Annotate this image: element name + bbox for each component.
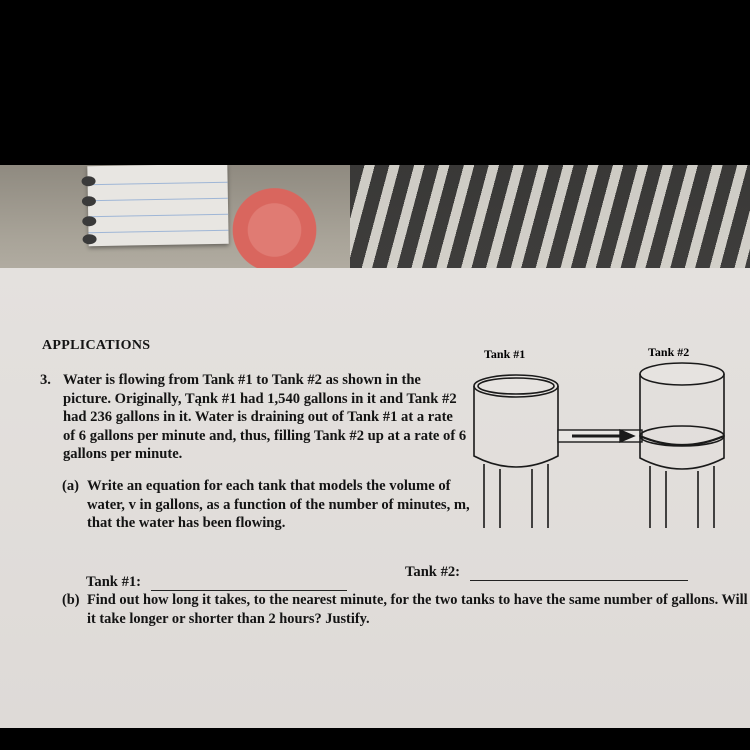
part-b-label: (b): [62, 592, 80, 608]
part-b-text: Find out how long it takes, to the nearest minute, for the two tanks to have the same number of gallons. Will it take longer or shorter than 2 hours? Justify.: [87, 592, 748, 627]
tank2-label: Tank #2: [648, 345, 690, 359]
tank1-answer-blank[interactable]: [151, 576, 347, 591]
tank1-answer-label: Tank #1:: [86, 574, 142, 590]
pink-flower-decoration: [225, 185, 335, 275]
connecting-pipe: [558, 430, 642, 442]
tank-diagram: [462, 338, 750, 538]
tank2-answer-blank[interactable]: [470, 566, 688, 581]
part-b: [62, 591, 750, 628]
part-a-label: (a): [62, 478, 80, 494]
tank2-answer-row: [405, 564, 688, 581]
tank2-drawing: [640, 363, 724, 528]
worksheet-paper: [0, 268, 750, 728]
part-a-text: Write an equation for each tank that models the volume of water, v in gallons, as a function of the number of minutes, m, that the water has been flowing.: [87, 478, 470, 531]
problem-text: Water is flowing from Tank #1 to Tank #2 as shown in the picture. Originally, Tąnk #1 had 1,540 gallons in it and Tank #2 had 236 gallons in it. Water is draining out of Tank #1 at a rate of 6 gallons per minute and, thus, filling Tank #2 up at a rate of 6 gallons per minute.: [63, 372, 467, 462]
tank1-drawing: [474, 375, 558, 528]
tank1-answer-row: [86, 574, 347, 591]
background-photo: [0, 165, 750, 285]
striped-fabric: [350, 165, 750, 285]
problem-number: 3.: [40, 372, 51, 388]
bottom-shadow: [0, 728, 750, 750]
section-title: APPLICATIONS: [42, 338, 151, 353]
part-a: [62, 477, 472, 533]
tank1-label: Tank #1: [484, 347, 526, 361]
tank2-answer-label: Tank #2:: [405, 564, 461, 580]
problem-statement: [40, 371, 468, 464]
notecard: [87, 165, 228, 246]
